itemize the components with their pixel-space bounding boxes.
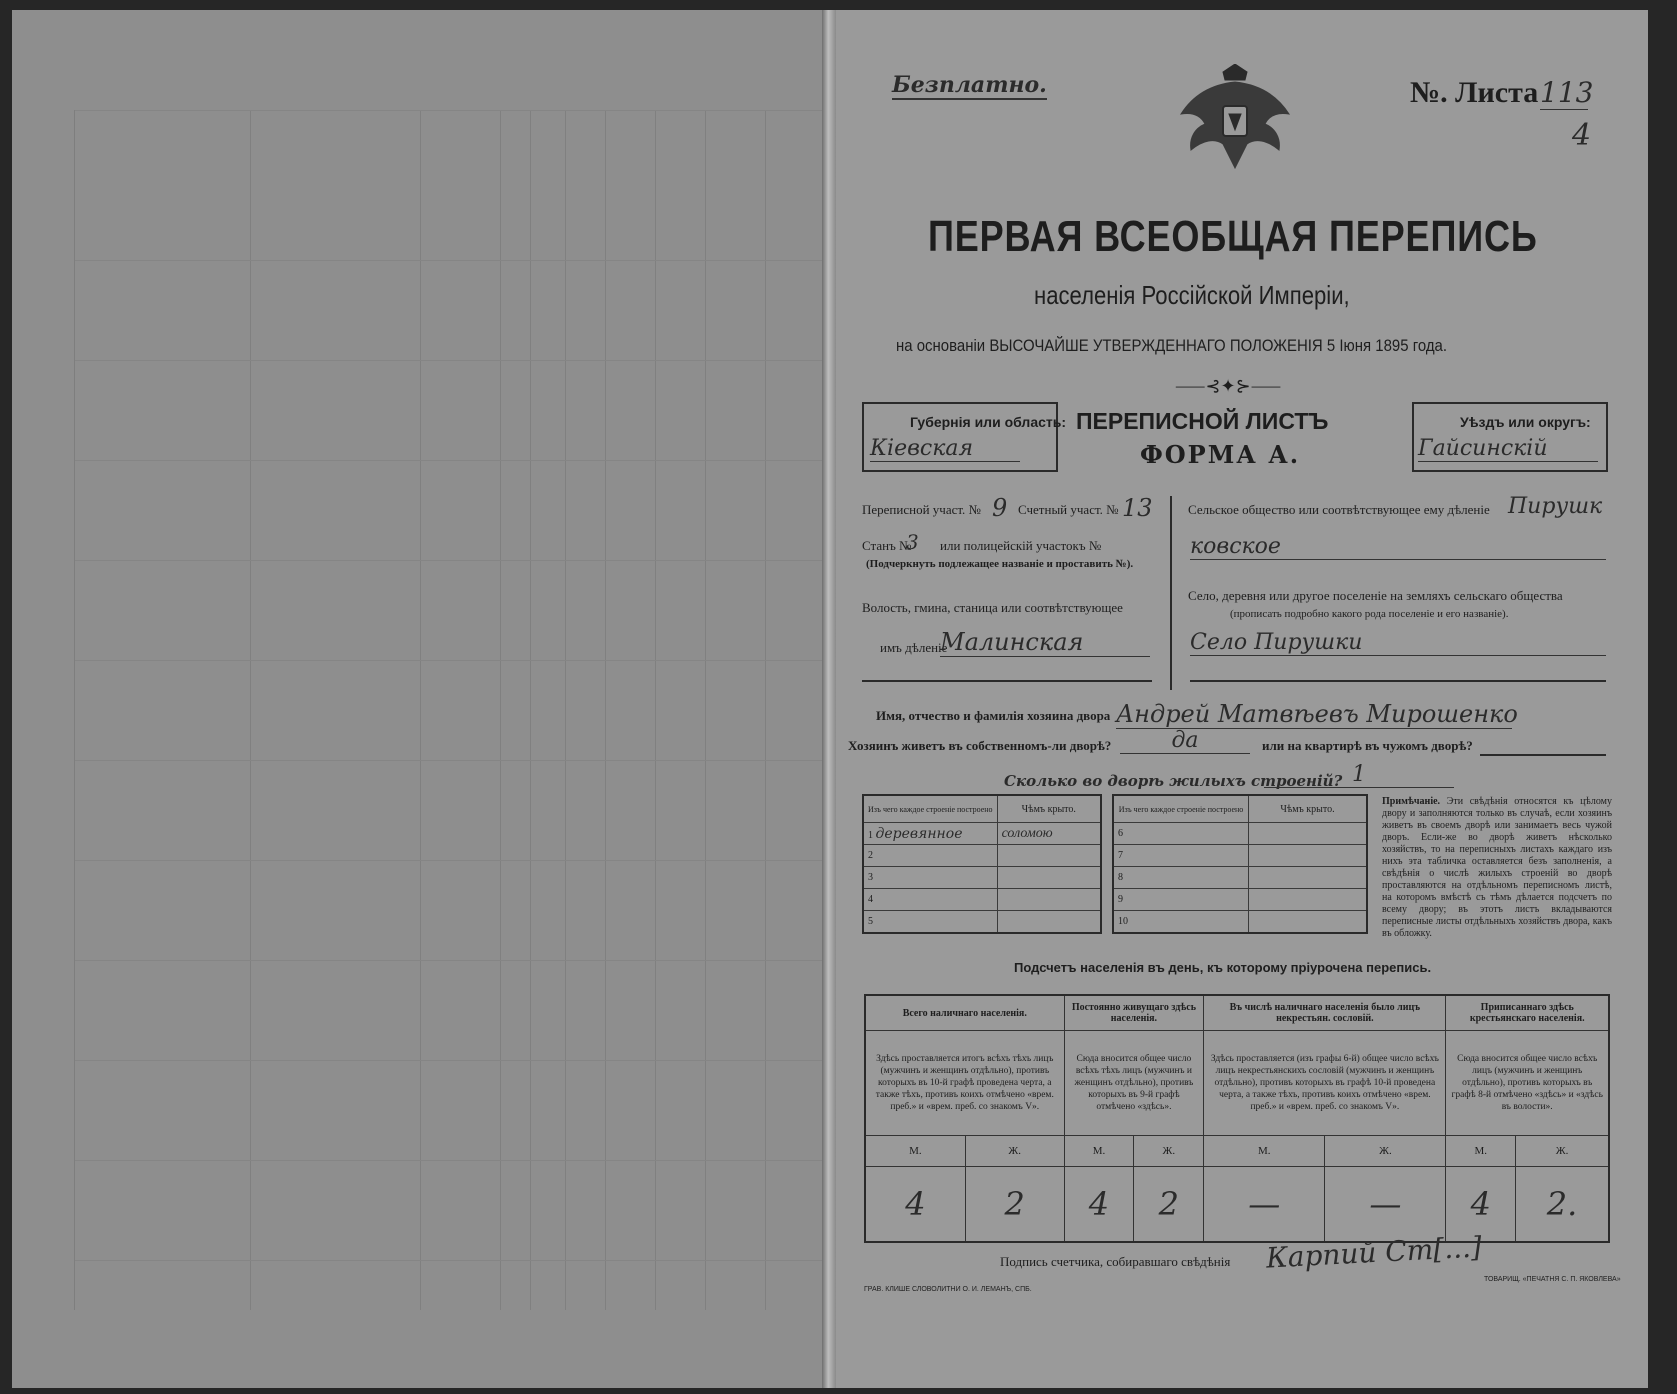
col-material: Изъ чего каждое строеніе построено: [1113, 795, 1249, 823]
roof-cell: [997, 889, 1101, 911]
male-label: М.: [865, 1136, 965, 1167]
own-home-label: Хозяинъ живетъ въ собственномъ-ли дворѣ?: [848, 738, 1112, 753]
roof-cell: [1249, 911, 1368, 934]
row-no: 6: [1118, 828, 1123, 839]
row-no: 1: [868, 829, 873, 841]
note-lead: Примѣчаніе.: [1382, 796, 1441, 807]
ghost-column: [765, 110, 766, 1310]
col-roof: Чѣмъ крыто.: [997, 795, 1101, 823]
table-row: [863, 823, 1101, 845]
field-divider: [1170, 496, 1172, 690]
community-label: Сельское общество или соотвѣтствующее ему дѣленіе: [1188, 502, 1490, 517]
volost-label-1: Волость, гмина, станица или соотвѣтствующее: [862, 600, 1123, 615]
count-desc-total: Здѣсь проставляется итогъ всѣхъ тѣхъ лицъ (мужчинъ и женщинъ отдѣльно), противъ которыхъ въ 10-й графѣ проведена черта, а также тѣхъ, противъ коихъ отмѣчено «врем. преб.» и «врем. преб. со знакомъ V».: [865, 1031, 1064, 1136]
count-district-label: Счетный участ. №: [1018, 502, 1119, 517]
count-desc-permanent: Сюда вносится общее число всѣхъ тѣхъ лицъ (мужчинъ и женщинъ отдѣльно), противъ которыхъ въ 9-й графѣ отмѣчено «здѣсь».: [1064, 1031, 1204, 1136]
owner-value: Андрей Матвѣевъ Мирошенко: [1116, 700, 1518, 728]
female-label: Ж.: [965, 1136, 1064, 1167]
table-row: [1113, 823, 1367, 845]
left-page: [12, 10, 827, 1388]
owner-label: Имя, отчество и фамилія хозяина двора: [876, 708, 1111, 723]
col-material: Изъ чего каждое строеніе построено: [863, 795, 997, 823]
ghost-row: [75, 1060, 835, 1061]
row-no: 2: [868, 850, 873, 861]
roof-cell: [1249, 867, 1368, 889]
count-table: [864, 994, 1610, 1243]
volost-value: Малинская: [940, 628, 1150, 657]
buildings-table-right: [1112, 794, 1368, 934]
sheet-number-value: 113: [1540, 76, 1594, 109]
roof-cell: [997, 867, 1101, 889]
count-nonpeasant-female: —: [1325, 1167, 1446, 1243]
table-row: [863, 911, 1101, 934]
col-roof: Чѣмъ крыто.: [1249, 795, 1368, 823]
ghost-row: [75, 660, 835, 661]
left-imprint: ГРАВ. КЛИШЕ СЛОВОЛИТНИ О. И. ЛЕМАНЪ, СПБ.: [864, 1286, 1032, 1293]
count-total-male: 4: [865, 1167, 965, 1243]
volost-rule: [862, 680, 1152, 682]
settlement-value: Село Пирушки: [1190, 630, 1606, 656]
ghost-column: [655, 110, 656, 1310]
count-desc-assigned: Сюда вносится общее число всѣхъ лицъ (мужчинъ и женщинъ отдѣльно), противъ которыхъ въ графѣ 8-й отмѣчено «здѣсь» и «здѣсь въ волости».: [1446, 1031, 1609, 1136]
own-home-value: да: [1120, 728, 1250, 754]
row-no: 4: [868, 894, 873, 905]
roof-cell: [1249, 889, 1368, 911]
row-no: 9: [1118, 894, 1123, 905]
ghost-column: [705, 110, 706, 1310]
ghost-row: [75, 260, 835, 261]
count-head-nonpeasant: Въ числѣ наличнаго населенія было лицъ некрестьян. сословій.: [1204, 995, 1446, 1031]
census-title: ПЕРВАЯ ВСЕОБЩАЯ ПЕРЕПИСЬ: [928, 212, 1538, 261]
buildings-table-left: [862, 794, 1102, 934]
row-no: 7: [1118, 850, 1123, 861]
table-row: [1113, 845, 1367, 867]
note-block: [1382, 796, 1612, 940]
ghost-column: [565, 110, 566, 1310]
count-assigned-female: 2.: [1516, 1167, 1609, 1243]
province-value: Кіевская: [870, 436, 1020, 462]
count-permanent-male: 4: [1064, 1167, 1134, 1243]
imperial-eagle-emblem: [1175, 64, 1295, 174]
ghost-row: [75, 860, 835, 861]
roof-cell: [1249, 823, 1368, 845]
signature-label: Подпись счетчика, собиравшаго свѣдѣнія: [1000, 1254, 1231, 1269]
census-basis: на основаніи ВЫСОЧАЙШЕ УТВЕРЖДЕННАГО ПОЛОЖЕНІЯ 5 Іюня 1895 года.: [896, 336, 1448, 355]
count-assigned-male: 4: [1446, 1167, 1516, 1243]
table-row: [863, 845, 1101, 867]
form-title: ПЕРЕПИСНОЙ ЛИСТЪ: [1076, 408, 1329, 434]
row-no: 5: [868, 916, 873, 927]
count-permanent-female: 2: [1134, 1167, 1204, 1243]
sheet-number-extra: 4: [1572, 118, 1592, 153]
form-letter: ФОРМА А.: [1140, 440, 1301, 469]
table-row: [863, 867, 1101, 889]
count-head-permanent: Постоянно живущаго здѣсь населенія.: [1064, 995, 1204, 1031]
row-no: 8: [1118, 872, 1123, 883]
census-district-value: 9: [992, 494, 1008, 522]
settlement-rule: [1190, 680, 1606, 682]
female-label: Ж.: [1516, 1136, 1609, 1167]
male-label: М.: [1064, 1136, 1134, 1167]
district-label: Уѣздъ или округъ:: [1460, 414, 1591, 430]
sheet-number-label: №. Листа: [1410, 76, 1539, 109]
rent-label: или на квартирѣ въ чужомъ дворѣ?: [1262, 738, 1473, 753]
count-district-value: 13: [1122, 494, 1153, 522]
rent-rule: [1480, 754, 1606, 756]
ghost-row: [75, 960, 835, 961]
ghost-column: [420, 110, 421, 1310]
buildings-value: 1: [1264, 762, 1454, 788]
material-cell: деревянное: [875, 825, 963, 842]
ghost-row: [75, 560, 835, 561]
female-label: Ж.: [1134, 1136, 1204, 1167]
ghost-row: [75, 1160, 835, 1161]
stan-value: 3: [906, 530, 919, 554]
ghost-row: [75, 110, 835, 111]
community-value-1: Пирушк: [1508, 494, 1603, 519]
right-imprint: ТОВАРИЩ. «ПЕЧАТНЯ С. П. ЯКОВЛЕВА»: [1484, 1276, 1621, 1283]
ghost-row: [75, 360, 835, 361]
province-label: Губернія или область:: [910, 414, 1067, 430]
page-fold: [822, 10, 836, 1388]
signature-value: Карпий Ст[...]: [1265, 1230, 1483, 1275]
ghost-row: [75, 760, 835, 761]
ghost-column: [500, 110, 501, 1310]
community-value-2: ковское: [1190, 534, 1606, 560]
settlement-label: Село, деревня или другое поселеніе на земляхъ сельскаго общества: [1188, 588, 1563, 603]
note-text: Эти свѣдѣнія относятся къ цѣлому двору и заполняются только въ случаѣ, если хозяинъ живетъ въ своемъ дворѣ или занимаетъ весь чужой дворъ. Если-же во дворѣ живетъ нѣсколько хозяйствъ, то на переписныхъ листахъ каждаго изъ нихъ эта табличка оставляется безъ заполненія, а свѣдѣнія о числѣ жилыхъ строеній во дворѣ проставляются на отдѣльномъ переписномъ листѣ, на которомъ вмѣстѣ съ тѣмъ дѣлается подсчетъ по всему двору; въ этотъ листъ вкладываются переписные листы отдѣльныхъ хозяйствъ двора, какъ въ обложку.: [1382, 796, 1612, 939]
ghost-row: [75, 460, 835, 461]
census-subtitle: населенія Россійской Имперіи,: [1034, 280, 1350, 310]
row-no: 3: [868, 872, 873, 883]
district-value: Гайсинскій: [1418, 436, 1598, 462]
table-row: [1113, 911, 1367, 934]
ghost-column: [605, 110, 606, 1310]
ghost-row: [75, 1260, 835, 1261]
male-label: М.: [1446, 1136, 1516, 1167]
table-row: [863, 889, 1101, 911]
police-note: (Подчеркнуть подлежащее названіе и проставить №).: [866, 558, 1134, 570]
female-label: Ж.: [1325, 1136, 1446, 1167]
table-row: [1113, 889, 1367, 911]
settlement-note: (прописать подробно какого рода поселеніе и его названіе).: [1230, 608, 1509, 620]
title-ornament: ⸺⊰✦⊱⸺: [1175, 376, 1282, 397]
roof-cell: [997, 845, 1101, 867]
roof-cell: [997, 911, 1101, 934]
male-label: М.: [1204, 1136, 1325, 1167]
count-nonpeasant-male: —: [1204, 1167, 1325, 1243]
table-row: [1113, 867, 1367, 889]
ghost-column: [530, 110, 531, 1310]
census-district-label: Переписной участ. №: [862, 502, 981, 517]
row-no: 10: [1118, 916, 1128, 927]
count-title: Подсчетъ населенія въ день, къ которому пріурочена перепись.: [1014, 960, 1432, 975]
count-total-female: 2: [965, 1167, 1064, 1243]
ghost-column: [250, 110, 251, 1310]
roof-cell: соломою: [997, 823, 1101, 845]
free-label: Безплатно.: [892, 72, 1047, 98]
volost-label-2: имъ дѣленіе: [880, 640, 948, 655]
buildings-label: Сколько во дворѣ жилыхъ строеній?: [1004, 772, 1343, 790]
count-head-total: Всего наличнаго населенія.: [865, 995, 1064, 1031]
police-label: или полицейскій участокъ №: [940, 538, 1102, 553]
count-desc-nonpeasant: Здѣсь проставляется (изъ графы 6-й) общее число всѣхъ лицъ некрестьянскихъ сословій (мужчинъ и женщинъ отдѣльно), противъ которыхъ въ графѣ 10-й проведена черта, а также тѣхъ, противъ коихъ отмѣчено «врем. преб.» и «врем. преб. со знакомъ V».: [1204, 1031, 1446, 1136]
ghost-table-grid: [74, 110, 835, 1310]
stan-label: Станъ №: [862, 538, 912, 553]
count-head-assigned: Приписаннаго здѣсь крестьянскаго населенія.: [1446, 995, 1609, 1031]
roof-cell: [1249, 845, 1368, 867]
